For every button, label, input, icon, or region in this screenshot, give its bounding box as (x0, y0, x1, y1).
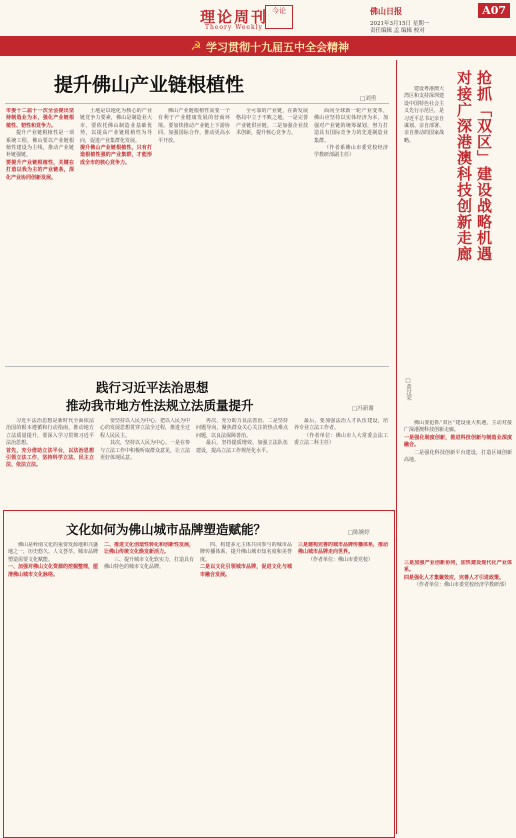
party-emblem-icon: ☭ (190, 39, 202, 53)
article3-column-3 (200, 542, 292, 832)
publication-name: 佛山日报 (370, 6, 402, 16)
article3-subhead: 二是以文化引领城市品牌，促进文化与城市融合发展。 (200, 564, 292, 578)
article1-column-5 (314, 108, 388, 360)
article1-paragraph: 佛山产业链根植性需要一个有利于产业健康发展的营商环境。要加快推动产业链上下游协同、加强国际合作，推动更高水平开放。 (158, 108, 230, 144)
article3-byline: □陈婉婷 (348, 530, 370, 536)
article1-subhead: 提升佛山产业链根植性，只有打造根植性强的产业集群，才能形成全市的核心竞争力。 (80, 145, 152, 166)
article4-paragraph: 二是强化科技创新平台建设，打造区域创新高地。 (404, 449, 512, 464)
article3-headline: 文化如何为佛山城市品牌塑造赋能？ (66, 522, 267, 537)
article1-subhead: 要提升产业链根植性，关键在打造以我为主的产业链条，深化产业协同创新发展。 (6, 159, 74, 181)
article3-author-note: （作者单位：佛山市委党校） (308, 556, 374, 563)
article1-paragraph: 提升产业链根植性是一项系统工程，佛山要以产业链根植性建设为主线，推动产业链补链强链。 (6, 130, 74, 159)
article4-paragraph: 建设粤港澳大湾区和支持深圳建设中国特色社会主义先行示范区，是习近平总书记亲自谋划、亲自部署、亲自推动的国家战略。 (404, 86, 444, 144)
article2-paragraph: 最后，坚持提质增效，加强立法队伍建设，提高立法工作规范化水平。 (196, 440, 288, 454)
article2-paragraph: 最后，要加强法治人才队伍建设，培养专业立法工作者。 (294, 418, 388, 432)
article3-column-1 (8, 542, 98, 832)
article4-headline-line2: 对接广深港澳科技创新走廊 (455, 70, 473, 262)
article2-column-4 (294, 418, 388, 506)
article4-column-2 (404, 560, 512, 832)
section-title: 理论周刊 (200, 8, 269, 26)
article3-column-2 (104, 542, 194, 832)
article4-subhead: 三是加强产业创新协同，加快建设现代化产业体系。 (404, 560, 512, 574)
article1-byline: □刘勇 (360, 96, 377, 102)
topic-text: 学习贯彻十九届五中全会精神 (206, 41, 349, 54)
article2-author-note: （作者单位：佛山市人大常委会法工委立法二科主任） (294, 432, 388, 447)
article4-paragraph: 佛山要抢抓“双区”建设重大机遇，主动对接广深港澳科技创新走廊。 (404, 420, 512, 434)
article2-headline-line2: 推动我市地方性法规立法质量提升 (66, 398, 254, 413)
article3-column-4 (298, 542, 388, 832)
article1-column-2 (80, 108, 152, 360)
article2-headline-line1: 践行习近平法治思想 (96, 380, 209, 395)
article1-paragraph: 面向全球新一轮产业变革，佛山应坚持以实体经济为本，加强对产业链的统筹谋划，努力打造具有国际竞争力的先进制造业集群。 (314, 108, 388, 144)
article2-byline: □冯新谢 (352, 406, 374, 412)
article1-pull: 市委十二届十一次全会提出坚持制造业为本，强化产业链根植性、韧性和竞争力。 (6, 108, 74, 129)
masthead (0, 0, 516, 34)
article4-byline: □黄汉荣 (405, 378, 411, 401)
column-divider (396, 60, 397, 834)
article3-subhead: 一、加强对佛山文化资源的挖掘整理，厘清佛山城市文化脉络。 (8, 564, 98, 578)
article2-column-1 (6, 418, 94, 506)
article3-paragraph: 佛山是岭南文化的重要发源地和兴盛地之一，历史悠久、人文荟萃。城市品牌塑造需要文化赋能。 (8, 542, 98, 563)
article2-paragraph: 习近平法治思想是新时代全面依法治国的根本遵循和行动指南，推动地方立法质量提升，要深入学习贯彻习近平法治思想。 (6, 418, 94, 447)
page-code: A07 (478, 3, 510, 18)
editor-line: 责任编辑 孟 编辑 校对 (370, 28, 425, 34)
article2-column-3 (196, 418, 288, 506)
article2-column-2 (100, 418, 190, 506)
article4-column-1 (404, 420, 512, 556)
article3-subhead: 二、推进文化创造性转化和创新性发展，让佛山传统文化焕发新活力。 (104, 542, 194, 556)
publication-date: 2021年3月15日 星期一 (370, 21, 430, 27)
article3-paragraph: 三、提升城市文化软实力，打造具有佛山特色的城市文化品牌。 (104, 556, 194, 571)
article1-column-3 (158, 108, 230, 360)
article4-author-note: （作者单位：佛山市委党校经济学教研部） (414, 582, 510, 589)
topic-banner (0, 36, 516, 56)
section-title-en: Theory Weekly (205, 24, 263, 31)
article2-subhead: 首先，充分借助立法平台，以法治思想引领立法工作，坚持科学立法、民主立法、依法立法。 (6, 447, 94, 469)
article4-headline-line1: 抢抓「双区」建设战略机遇 (475, 70, 493, 262)
article1-column-1 (6, 108, 74, 360)
article1-headline: 提升佛山产业链根植性 (54, 74, 245, 96)
article4-subhead: 四是强化人才集聚效应，完善人才引进政策。 (404, 574, 505, 581)
article4-column-intro (404, 86, 444, 368)
article2-paragraph: 要坚持以人民为中心，把以人民为中心的发展思想贯穿立法全过程，推进全过程人民民主。 (100, 418, 190, 439)
article2-paragraph: 再次，充分助力良法善治。二是坚持问题导向，聚焦群众关心关注的热点难点问题，以良法保障善治。 (196, 418, 288, 439)
divider (5, 103, 389, 104)
article3-subhead: 三是建构完善的城市品牌传播体系，推动佛山城市品牌走向世界。 (298, 542, 388, 556)
divider (5, 366, 389, 367)
publication-info (370, 2, 510, 34)
article1-paragraph: 土地是以地化为核心的产业链竞争力要素，佛山是制造业大市，要依托佛山制造业基础优势，以提高产业链根植性为导向，促进产业集群化发展。 (80, 108, 152, 144)
article3-paragraph: 四、构建多元主体共同参与的城市品牌传播体系，提升佛山城市知名度和美誉度。 (200, 542, 292, 563)
article1-column-4 (236, 108, 308, 360)
article4-subhead: 一是强化制度创新，推进科技创新与制造业深度融合。 (404, 434, 512, 449)
article1-author-note: （作者系佛山市委党校经济学教研部副主任） (314, 145, 388, 159)
article2-paragraph: 其次，坚持以人民为中心。一是在参与立法工作中积极听取群众意见，让立法更好体现民意。 (100, 440, 190, 462)
section-badge: 今论 (265, 5, 293, 29)
article1-paragraph: 全可靠的产业链，在新发展格局中立于不败之地。一是完善产业链供应链。二是加强企业技术创新，提升核心竞争力。 (236, 108, 308, 137)
